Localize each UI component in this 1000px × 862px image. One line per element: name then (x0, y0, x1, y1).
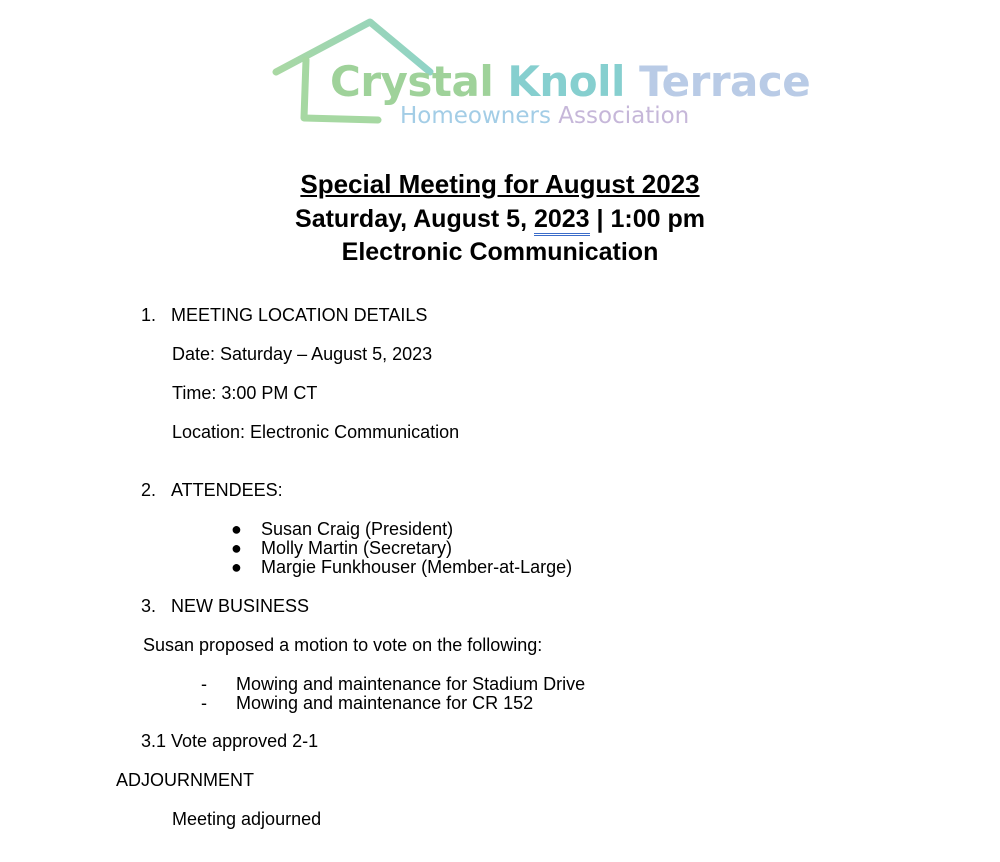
section-3-number: 3. (141, 596, 157, 616)
adjournment-text: Meeting adjourned (172, 809, 322, 829)
meeting-date (0, 203, 1000, 235)
meeting-time-detail: Time: 3:00 PM CT (172, 383, 318, 403)
meeting-date-prefix: Saturday, August 5, (295, 205, 534, 233)
logo-word-crystal: Crystal (330, 57, 494, 106)
section-1-number: 1. (141, 305, 157, 325)
bullet-icon: ● (231, 557, 242, 577)
hoa-logo (270, 14, 811, 132)
meeting-title (0, 168, 1000, 200)
meeting-title-text: Special Meeting for August 2023 (300, 169, 700, 199)
attendee-name: Margie Funkhouser (Member-at-Large) (261, 557, 573, 577)
logo-word-knoll: Knoll (507, 57, 625, 106)
meeting-subtitle: Electronic Communication (341, 238, 659, 266)
section-2-number: 2. (141, 480, 157, 500)
logo-name (330, 57, 811, 106)
motion-item-text: Mowing and maintenance for CR 152 (236, 693, 534, 713)
motion-text: Susan proposed a motion to vote on the following: (143, 635, 543, 655)
logo-tagline (400, 104, 689, 128)
meeting-date-suffix: | 1:00 pm (589, 205, 705, 233)
vote-result: 3.1 Vote approved 2-1 (141, 731, 319, 751)
meeting-location-detail: Location: Electronic Communication (172, 422, 460, 442)
motion-item (201, 692, 533, 714)
section-3-heading (141, 595, 309, 617)
attendee-name: Molly Martin (Secretary) (261, 538, 453, 558)
section-2-title: ATTENDEES: (171, 480, 283, 500)
logo-word-terrace: Terrace (639, 57, 811, 106)
attendee-item (231, 556, 572, 578)
dash-bullet: - (201, 693, 207, 713)
bullet-icon: ● (231, 519, 242, 539)
section-1-heading (141, 304, 427, 326)
meeting-date-detail: Date: Saturday – August 5, 2023 (172, 344, 433, 364)
motion-item-text: Mowing and maintenance for Stadium Drive (236, 674, 586, 694)
meeting-date-year: 2023 (534, 205, 590, 236)
logo-word-homeowners: Homeowners (400, 103, 551, 129)
bullet-icon: ● (231, 538, 242, 558)
adjournment-heading: ADJOURNMENT (116, 770, 254, 790)
section-2-heading (141, 479, 283, 501)
logo-word-association: Association (558, 103, 690, 129)
attendee-name: Susan Craig (President) (261, 519, 454, 539)
dash-bullet: - (201, 674, 207, 694)
section-3-title: NEW BUSINESS (171, 596, 310, 616)
section-1-title: MEETING LOCATION DETAILS (171, 305, 428, 325)
